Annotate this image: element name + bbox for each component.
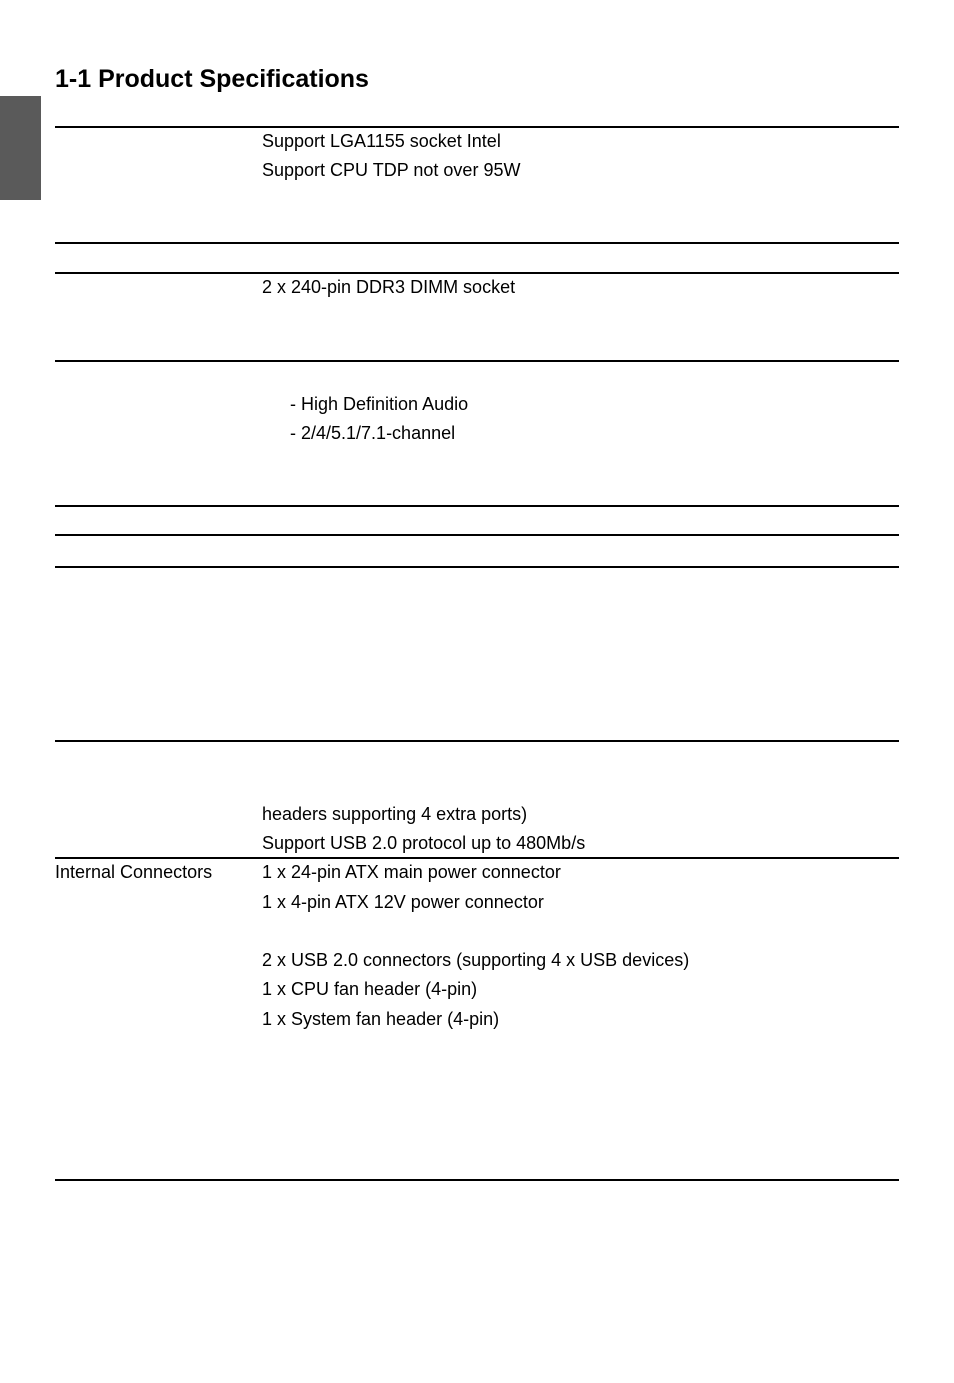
cpu-spec-line: Support CPU TDP not over 95W xyxy=(262,160,521,180)
table-rule xyxy=(55,126,899,128)
internal-connectors-label: Internal Connectors xyxy=(55,862,213,882)
table-bottom-rule xyxy=(55,1179,899,1181)
internal-connector-line: 1 x System fan header (4-pin) xyxy=(262,1009,500,1029)
table-rule xyxy=(55,360,899,362)
chapter-side-tab xyxy=(0,96,41,200)
usb-spec-line: Support USB 2.0 protocol up to 480Mb/s xyxy=(262,833,586,853)
audio-spec-line: - High Definition Audio xyxy=(290,394,469,414)
table-rule xyxy=(55,534,899,536)
table-rule xyxy=(55,566,899,568)
page-title: 1-1 Product Specifications xyxy=(55,65,369,93)
table-rule xyxy=(55,857,899,859)
internal-connector-line: 2 x USB 2.0 connectors (supporting 4 x USB devices) xyxy=(262,950,690,970)
memory-spec-line: 2 x 240-pin DDR3 DIMM socket xyxy=(262,277,516,297)
table-rule xyxy=(55,242,899,244)
audio-spec-line: - 2/4/5.1/7.1-channel xyxy=(290,423,456,443)
internal-connector-line: 1 x 4-pin ATX 12V power connector xyxy=(262,892,544,912)
cpu-spec-line: Support LGA1155 socket Intel xyxy=(262,131,501,151)
internal-connector-line: 1 x CPU fan header (4-pin) xyxy=(262,979,478,999)
usb-spec-line: headers supporting 4 extra ports) xyxy=(262,804,528,824)
table-rule xyxy=(55,272,899,274)
internal-connector-line: 1 x 24-pin ATX main power connector xyxy=(262,862,561,882)
table-rule xyxy=(55,740,899,742)
table-rule xyxy=(55,505,899,507)
